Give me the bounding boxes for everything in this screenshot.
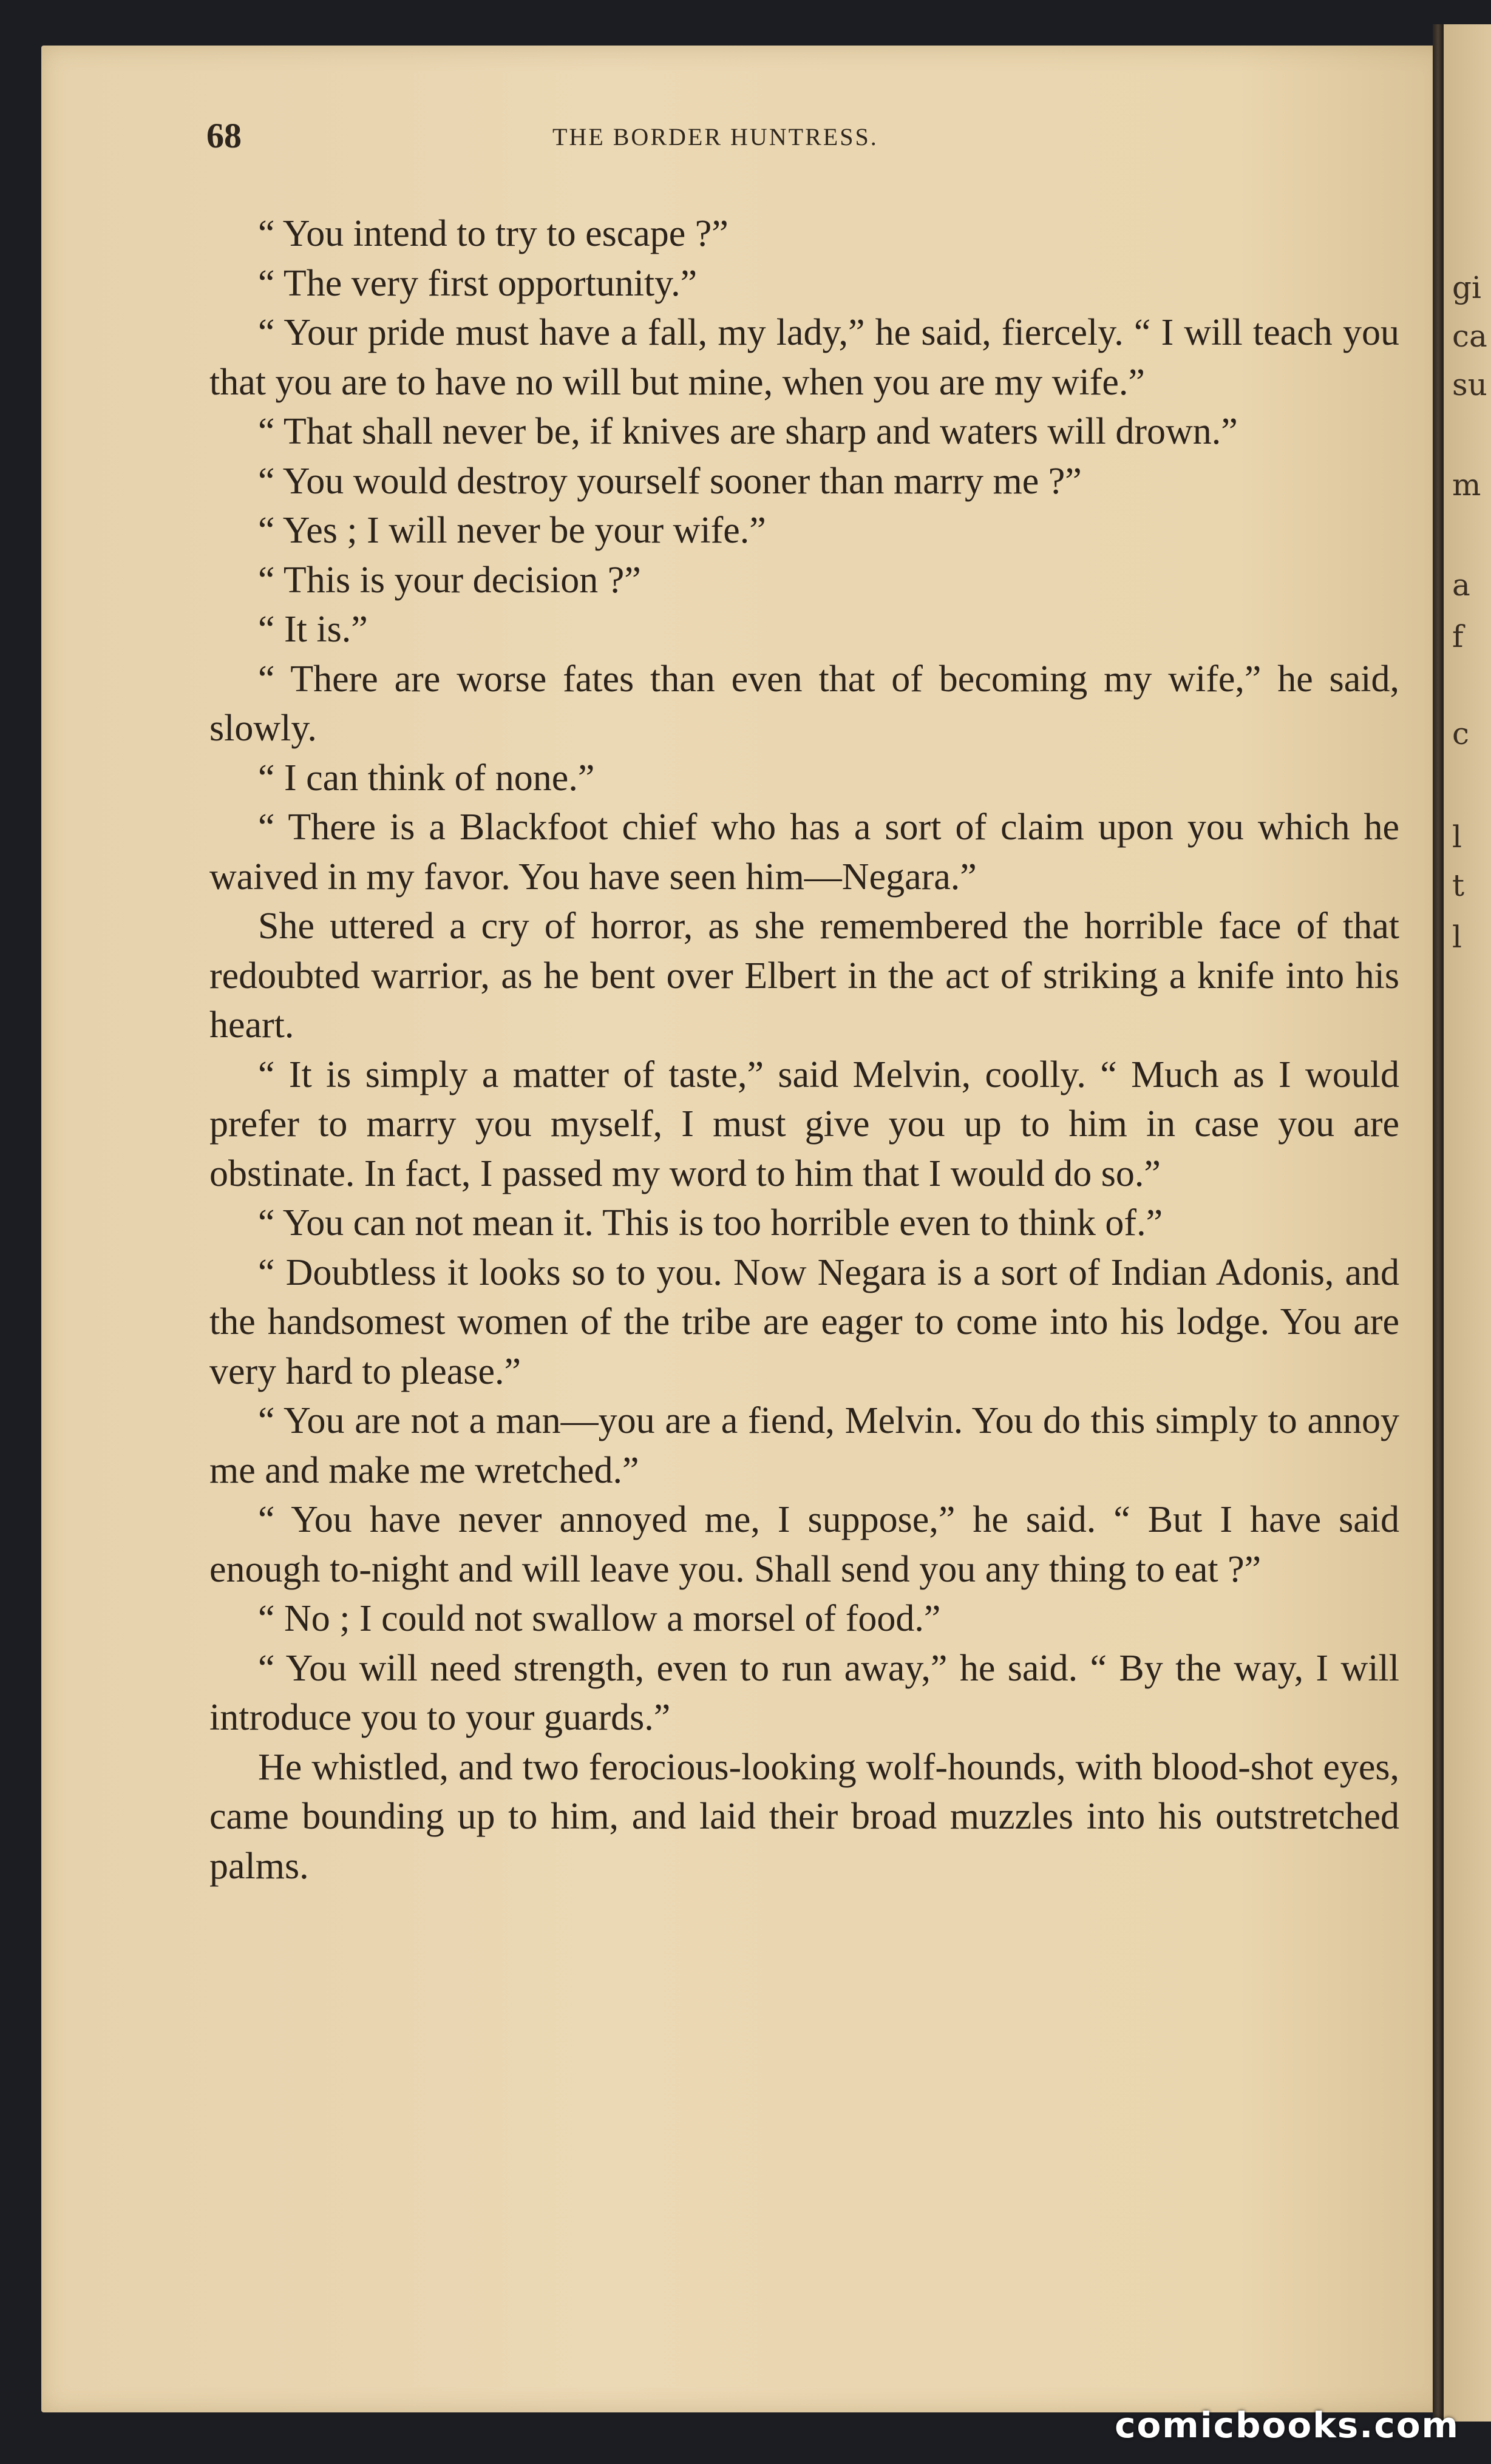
paragraph: “ Doubtless it looks so to you. Now Negara is a sort of Indian Adonis, and the handsomest women of the tribe are eager to come into his lodge. You are very hard to please.” [209, 1251, 1399, 1392]
paragraph: “ It is simply a matter of taste,” said Melvin, coolly. “ Much as I would prefer to marry you myself, I must give you up to him in case you are obstinate. In fact, I passed my word to him that I would do so.” [209, 1054, 1399, 1194]
page-number: 68 [206, 116, 242, 155]
facing-page-fragment: l [1452, 819, 1462, 855]
paragraph: “ You can not mean it. This is too horrible even to think of.” [258, 1202, 1163, 1244]
paragraph: “ Yes ; I will never be your wife.” [258, 510, 766, 551]
paragraph: He whistled, and two ferocious-looking wolf-hounds, with blood-shot eyes, came bounding up to him, and laid their broad muzzles into his outstretched palms. [209, 1746, 1399, 1887]
paragraph: “ You have never annoyed me, I suppose,” he said. “ But I have said enough to-night and will leave you. Shall send you any thing to eat ?” [209, 1499, 1399, 1590]
paragraph: “ You would destroy yourself sooner than marry me ?” [258, 460, 1082, 502]
paragraph: “ Your pride must have a fall, my lady,” he said, fiercely. “ I will teach you that you are to have no will but mine, when you are my wife.” [209, 312, 1399, 403]
paragraph: “ The very first opportunity.” [258, 262, 698, 304]
paragraph: “ I can think of none.” [258, 757, 595, 799]
paragraph: “ No ; I could not swallow a morsel of food.” [258, 1598, 941, 1639]
facing-page-fragment: t [1452, 868, 1465, 903]
facing-page-fragment: su [1452, 367, 1487, 402]
facing-page-fragment: gi [1452, 270, 1481, 305]
facing-page-fragment: a [1452, 567, 1470, 603]
paragraph: “ This is your decision ?” [258, 559, 641, 601]
facing-page-fragment: m [1452, 467, 1481, 503]
facing-page-fragment: c [1452, 716, 1470, 751]
running-head: THE BORDER HUNTRESS. [552, 123, 878, 151]
facing-page-fragment: ca [1452, 319, 1487, 354]
paragraph: She uttered a cry of horror, as she remembered the horrible face of that redoubted warrior, as he bent over Elbert in the act of striking a knife into his heart. [209, 905, 1399, 1046]
paragraph: “ You will need strength, even to run away,” he said. “ By the way, I will introduce you to your guards.” [209, 1647, 1399, 1738]
paragraph: “ You intend to try to escape ?” [258, 213, 729, 254]
paragraph: “ That shall never be, if knives are sharp and waters will drown.” [258, 411, 1238, 452]
facing-page-edge [1444, 24, 1491, 2422]
paragraph: “ There are worse fates than even that of becoming my wife,” he said, slowly. [209, 658, 1399, 749]
paragraph: “ It is.” [258, 609, 368, 650]
paragraph: “ There is a Blackfoot chief who has a sort of claim upon you which he waived in my favor. You have seen him—Negara.” [209, 807, 1399, 898]
paragraph: “ You are not a man—you are a fiend, Melvin. You do this simply to annoy me and make me wretched.” [209, 1400, 1399, 1491]
book-spine [1433, 24, 1444, 2422]
facing-page-fragment: f [1452, 619, 1464, 654]
watermark: comicbooks.com [1115, 2405, 1459, 2446]
facing-page-fragment: l [1452, 919, 1462, 955]
body-text [209, 209, 1399, 1891]
